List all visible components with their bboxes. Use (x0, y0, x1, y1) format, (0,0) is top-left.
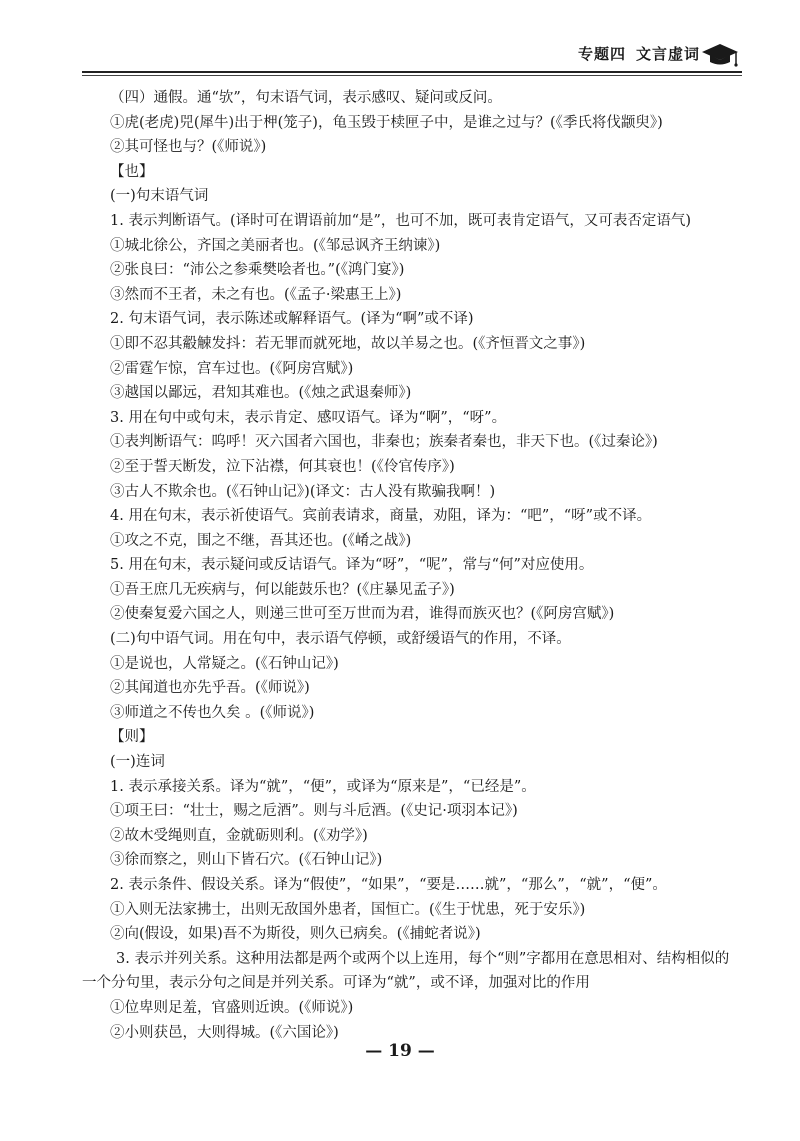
text-line: ③师道之不传也久矣 。(《师说》) (110, 704, 315, 721)
header-rule-thin (82, 75, 742, 76)
text-line: ①吾王庶几无疾病与，何以能鼓乐也？(《庄暴见孟子》) (110, 581, 455, 598)
text-line: (一)连词 (110, 754, 165, 771)
section-heading: 【也】 (110, 163, 154, 180)
text-line: （四）通假。通“欤”，句末语气词，表示感叹、疑问或反问。 (110, 90, 502, 106)
text-line: ①虎(老虎)兕(犀牛)出于柙(笼子)，龟玉毁于椟匣子中，是谁之过与？(《季氏将伐颛臾》) (110, 114, 663, 131)
text-line: ①攻之不克，围之不继，吾其还也。(《崤之战》) (110, 532, 412, 549)
text-line: ②张良曰：“沛公之参乘樊哙者也。”(《鸿门宴》) (110, 262, 405, 279)
header-rule (82, 71, 742, 73)
text-line: ②小则获邑，大则得城。(《六国论》) (110, 1024, 339, 1041)
text-line: 3. 表示并列关系。这种用法都是两个或两个以上连用，每个“则”字都用在意思相对、结构相似的 (116, 950, 730, 967)
text-line: ③古人不欺余也。(《石钟山记》)(译文：古人没有欺骗我啊！) (110, 483, 496, 500)
header-topic: 专题四 (578, 45, 627, 63)
text-line: ②使秦复爱六国之人，则递三世可至万世而为君，谁得而族灭也？(《阿房宫赋》) (110, 606, 615, 623)
text-line: 2. 表示条件、假设关系。译为“假使”，“如果”，“要是……就”，“那么”，“就”，“便”。 (110, 877, 667, 893)
graduation-cap-icon (700, 38, 740, 68)
text-line: 1. 表示判断语气。(译时可在谓语前加“是”，也可不加，既可表肯定语气，又可表否定语气) (110, 212, 692, 229)
text-line: 4. 用在句末，表示祈使语气。宾前表请求，商量，劝阻，译为：“吧”，“呀”或不译。 (110, 508, 652, 525)
text-line: 一个分句里，表示分句之间是并列关系。可译为“就”，或不译，加强对比的作用 (82, 975, 590, 992)
text-line: ③然而不王者，未之有也。(《孟子·梁惠王上》) (110, 286, 402, 303)
text-line: (二)句中语气词。用在句中，表示语气停顿，或舒缓语气的作用，不译。 (110, 631, 571, 648)
text-line: ①入则无法家拂士，出则无敌国外患者，国恒亡。(《生于忧患，死于安乐》) (110, 901, 586, 918)
header-subject: 文言虚词 (636, 45, 701, 63)
document-body (82, 86, 750, 1045)
section-heading: 【则】 (110, 729, 154, 746)
page-number: — 19 — (365, 1041, 435, 1061)
text-line: ②向(假设，如果)吾不为斯役，则久已病矣。(《捕蛇者说》) (110, 926, 481, 943)
text-line: ②其闻道也亦先乎吾。(《师说》) (110, 680, 310, 697)
text-line: ①项王曰：“壮士，赐之卮酒”。则与斗卮酒。(《史记·项羽本记》) (110, 803, 518, 820)
text-line: 1. 表示承接关系。译为“就”，“便”，或译为“原来是”，“已经是”。 (110, 778, 536, 795)
text-line: ①位卑则足羞，官盛则近谀。(《师说》) (110, 999, 354, 1016)
text-line: 3. 用在句中或句末，表示肯定、感叹语气。译为“啊”，“呀”。 (110, 409, 507, 426)
text-line: ③徐而察之，则山下皆石穴。(《石钟山记》) (110, 852, 383, 869)
text-line: ②故木受绳则直，金就砺则利。(《劝学》) (110, 827, 368, 844)
text-line: ②至于誓天断发，泣下沾襟，何其衰也！(《伶官传序》) (110, 458, 455, 475)
header-title (578, 43, 710, 64)
text-line: ②雷霆乍惊，宫车过也。(《阿房宫赋》) (110, 360, 354, 377)
page-header (470, 38, 740, 68)
text-line: ①城北徐公，齐国之美丽者也。(《邹忌讽齐王纳谏》) (110, 237, 441, 254)
text-line: 2. 句末语气词，表示陈述或解释语气。(译为“啊”或不译) (110, 311, 474, 328)
text-line: ③越国以鄙远，君知其难也。(《烛之武退秦师》) (110, 385, 412, 402)
text-line: ①即不忍其觳觫发抖：若无罪而就死地，故以羊易之也。(《齐恒晋文之事》) (110, 335, 586, 352)
text-line: ①是说也，人常疑之。(《石钟山记》) (110, 655, 339, 672)
text-line: (一)句末语气词 (110, 188, 209, 205)
text-line: ①表判断语气：呜呼！灭六国者六国也，非秦也；族秦者秦也，非天下也。(《过秦论》) (110, 434, 658, 451)
text-line: ②其可怪也与？(《师说》) (110, 139, 267, 156)
text-line: 5. 用在句末，表示疑问或反诘语气。译为“呀”，“呢”，常与“何”对应使用。 (110, 557, 594, 574)
